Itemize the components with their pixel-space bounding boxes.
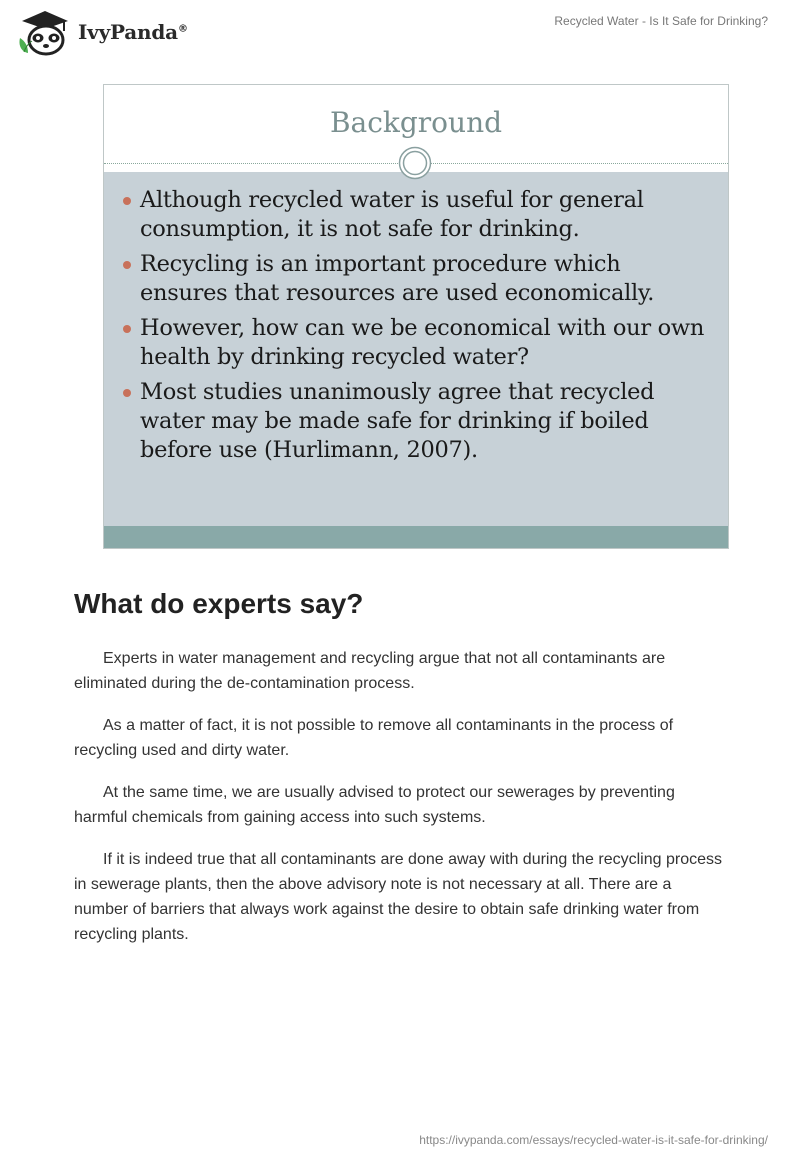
brand-name: IvyPanda® — [78, 20, 188, 44]
paragraph: Experts in water management and recycling argue that not all contaminants are eliminated during the de-contamination process. — [74, 650, 666, 692]
slide-bullet-list — [122, 186, 712, 471]
paragraph: As a matter of fact, it is not possible to remove all contaminants in the process of recycling used and dirty water. — [74, 717, 674, 759]
bullet-dot-icon — [123, 197, 131, 205]
article-body — [74, 646, 726, 964]
source-url-link[interactable]: https://ivypanda.com/essays/recycled-water-is-it-safe-for-drinking/ — [419, 1133, 768, 1147]
panda-graduate-logo-icon — [16, 8, 74, 56]
section-heading: What do experts say? — [74, 588, 364, 619]
bullet-dot-icon — [123, 389, 131, 397]
list-item: However, how can we be economical with our own health by drinking recycled water? — [122, 314, 712, 372]
page-header — [0, 0, 800, 70]
presentation-slide — [103, 84, 729, 549]
ivypanda-logo-link[interactable] — [16, 8, 188, 56]
document-title: Recycled Water - Is It Safe for Drinking? — [554, 14, 768, 28]
bullet-dot-icon — [123, 325, 131, 333]
list-item: Although recycled water is useful for general consumption, it is not safe for drinking. — [122, 186, 712, 244]
bullet-dot-icon — [123, 261, 131, 269]
paragraph: At the same time, we are usually advised to protect our sewerages by preventing harmful chemicals from gaining access into such systems. — [74, 784, 675, 826]
ring-ornament-icon — [398, 146, 432, 180]
list-item: Recycling is an important procedure which ensures that resources are used economically. — [122, 250, 712, 308]
slide-title: Background — [329, 106, 503, 139]
paragraph: If it is indeed true that all contaminants are done away with during the recycling process in sewerage plants, then the above advisory note is not necessary at all. There are a number of barriers that always work against the desire to obtain safe drinking water from recycling plants. — [74, 851, 722, 943]
list-item: Most studies unanimously agree that recycled water may be made safe for drinking if boiled before use (Hurlimann, 2007). — [122, 378, 712, 465]
slide-footer-bar — [104, 526, 728, 548]
